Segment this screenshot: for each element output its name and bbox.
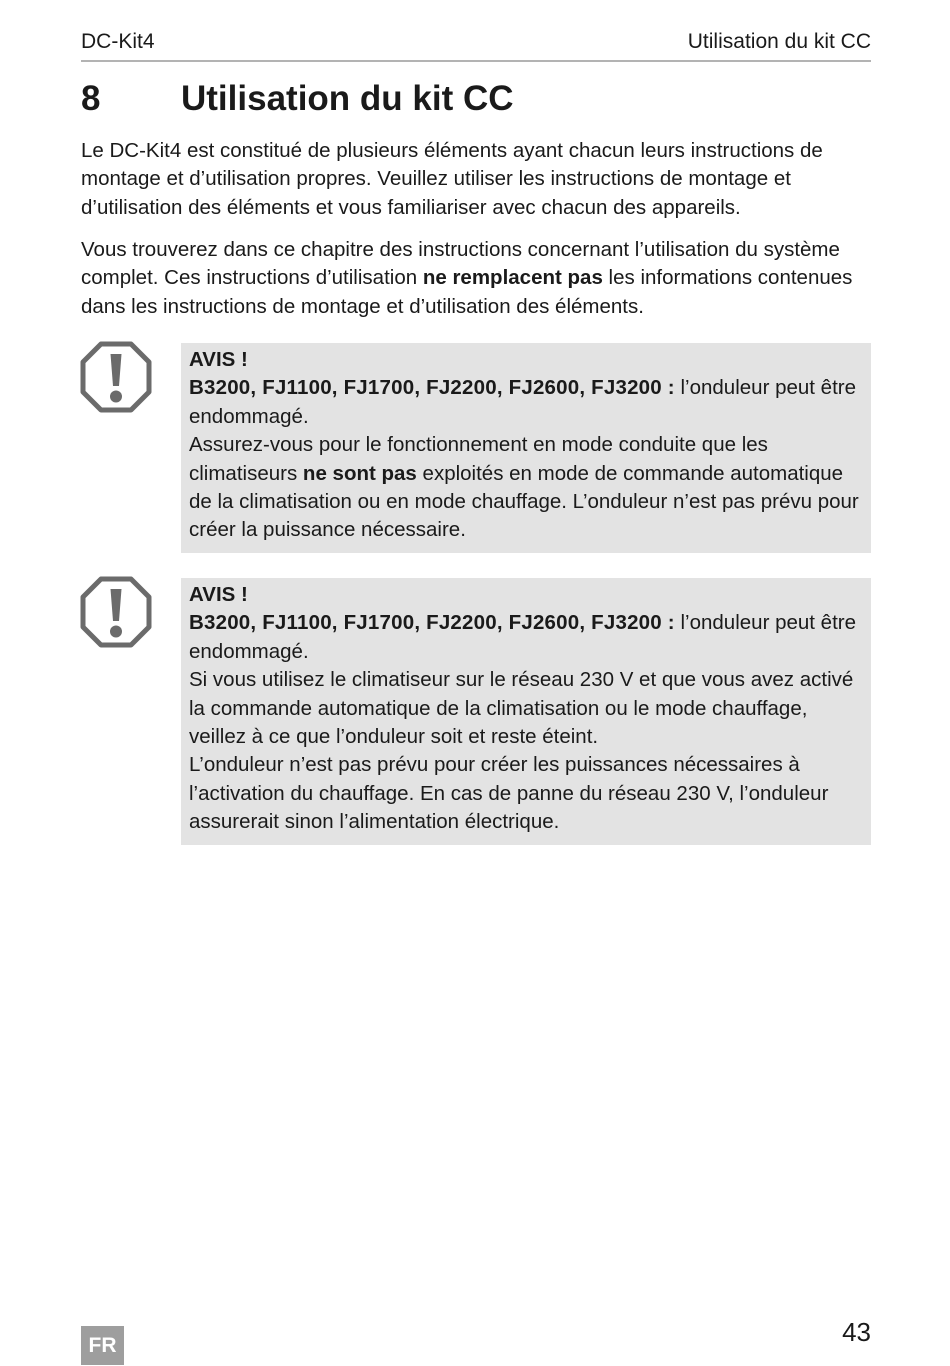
notice-2-risk [189, 609, 863, 666]
notice-1-body-emphasis: ne sont pas [302, 461, 417, 485]
notice-2-body-2: L’onduleur n’est pas prévu pour créer les puissances nécessaires à l’activation du chauffage. En cas de panne du réseau 230 V, l’onduleur assurerait sinon l’alimentation électrique. [189, 753, 829, 834]
language-badge: FR [81, 1326, 124, 1365]
page-header [81, 30, 871, 62]
chapter-number: 8 [81, 79, 101, 118]
notice-2-heading: AVIS ! [189, 583, 248, 606]
notice-1-risk-text: l’onduleur peut être endommagé. [189, 376, 857, 428]
header-document-name: DC-Kit4 [81, 30, 155, 53]
notice-2-models: B3200, FJ1100, FJ1700, FJ2200, FJ2600, FJ3200 : [189, 611, 675, 635]
page-number: 43 [842, 1317, 871, 1347]
chapter-title [81, 76, 871, 122]
notice-2-risk-text: l’onduleur peut être endommagé. [189, 611, 857, 663]
notice-1-body-text-2: exploités en mode de commande automatique de la climatisation ou en mode chauffage. L’onduleur n’est pas prévu pour créer la puissance nécessaire. [189, 461, 859, 542]
scope-paragraph-text-2: les informations contenues dans les instructions de montage et d’utilisation des éléments. [81, 266, 853, 318]
header-section-name: Utilisation du kit CC [687, 30, 871, 53]
notice-1-models: B3200, FJ1100, FJ1700, FJ2200, FJ2600, FJ3200 : [189, 376, 675, 400]
notice-1-heading: AVIS ! [189, 348, 248, 371]
scope-paragraph-text-1: Vous trouverez dans ce chapitre des instructions concernant l’utilisation du système complet. Ces instructions d’utilisation [81, 238, 840, 290]
chapter-title-text: Utilisation du kit CC [181, 79, 514, 118]
notice-box-1 [181, 343, 871, 553]
notice-2-body-1: Si vous utilisez le climatiseur sur le réseau 230 V et que vous avez activé la commande automatique de la climatisation ou le mode chauffage, veillez à ce que l’onduleur soit et reste éteint. [189, 668, 854, 749]
warning-octagon-exclamation-icon [80, 341, 152, 413]
notice-1-body-text-1: Assurez-vous pour le fonctionnement en mode conduite que les climatiseurs [189, 433, 768, 485]
notice-1-body [189, 431, 863, 545]
warning-octagon-exclamation-icon [80, 576, 152, 648]
intro-paragraph: Le DC-Kit4 est constitué de plusieurs éléments ayant chacun leurs instructions de montage et d’utilisation propres. Veuillez utiliser les instructions de montage et d’utilisation des éléments et vous familiariser avec chacun des appareils. [81, 139, 823, 219]
notice-1-risk [189, 374, 863, 431]
notice-box-2 [181, 578, 871, 845]
scope-paragraph-emphasis: ne remplacent pas [422, 266, 603, 290]
scope-paragraph [81, 236, 871, 321]
